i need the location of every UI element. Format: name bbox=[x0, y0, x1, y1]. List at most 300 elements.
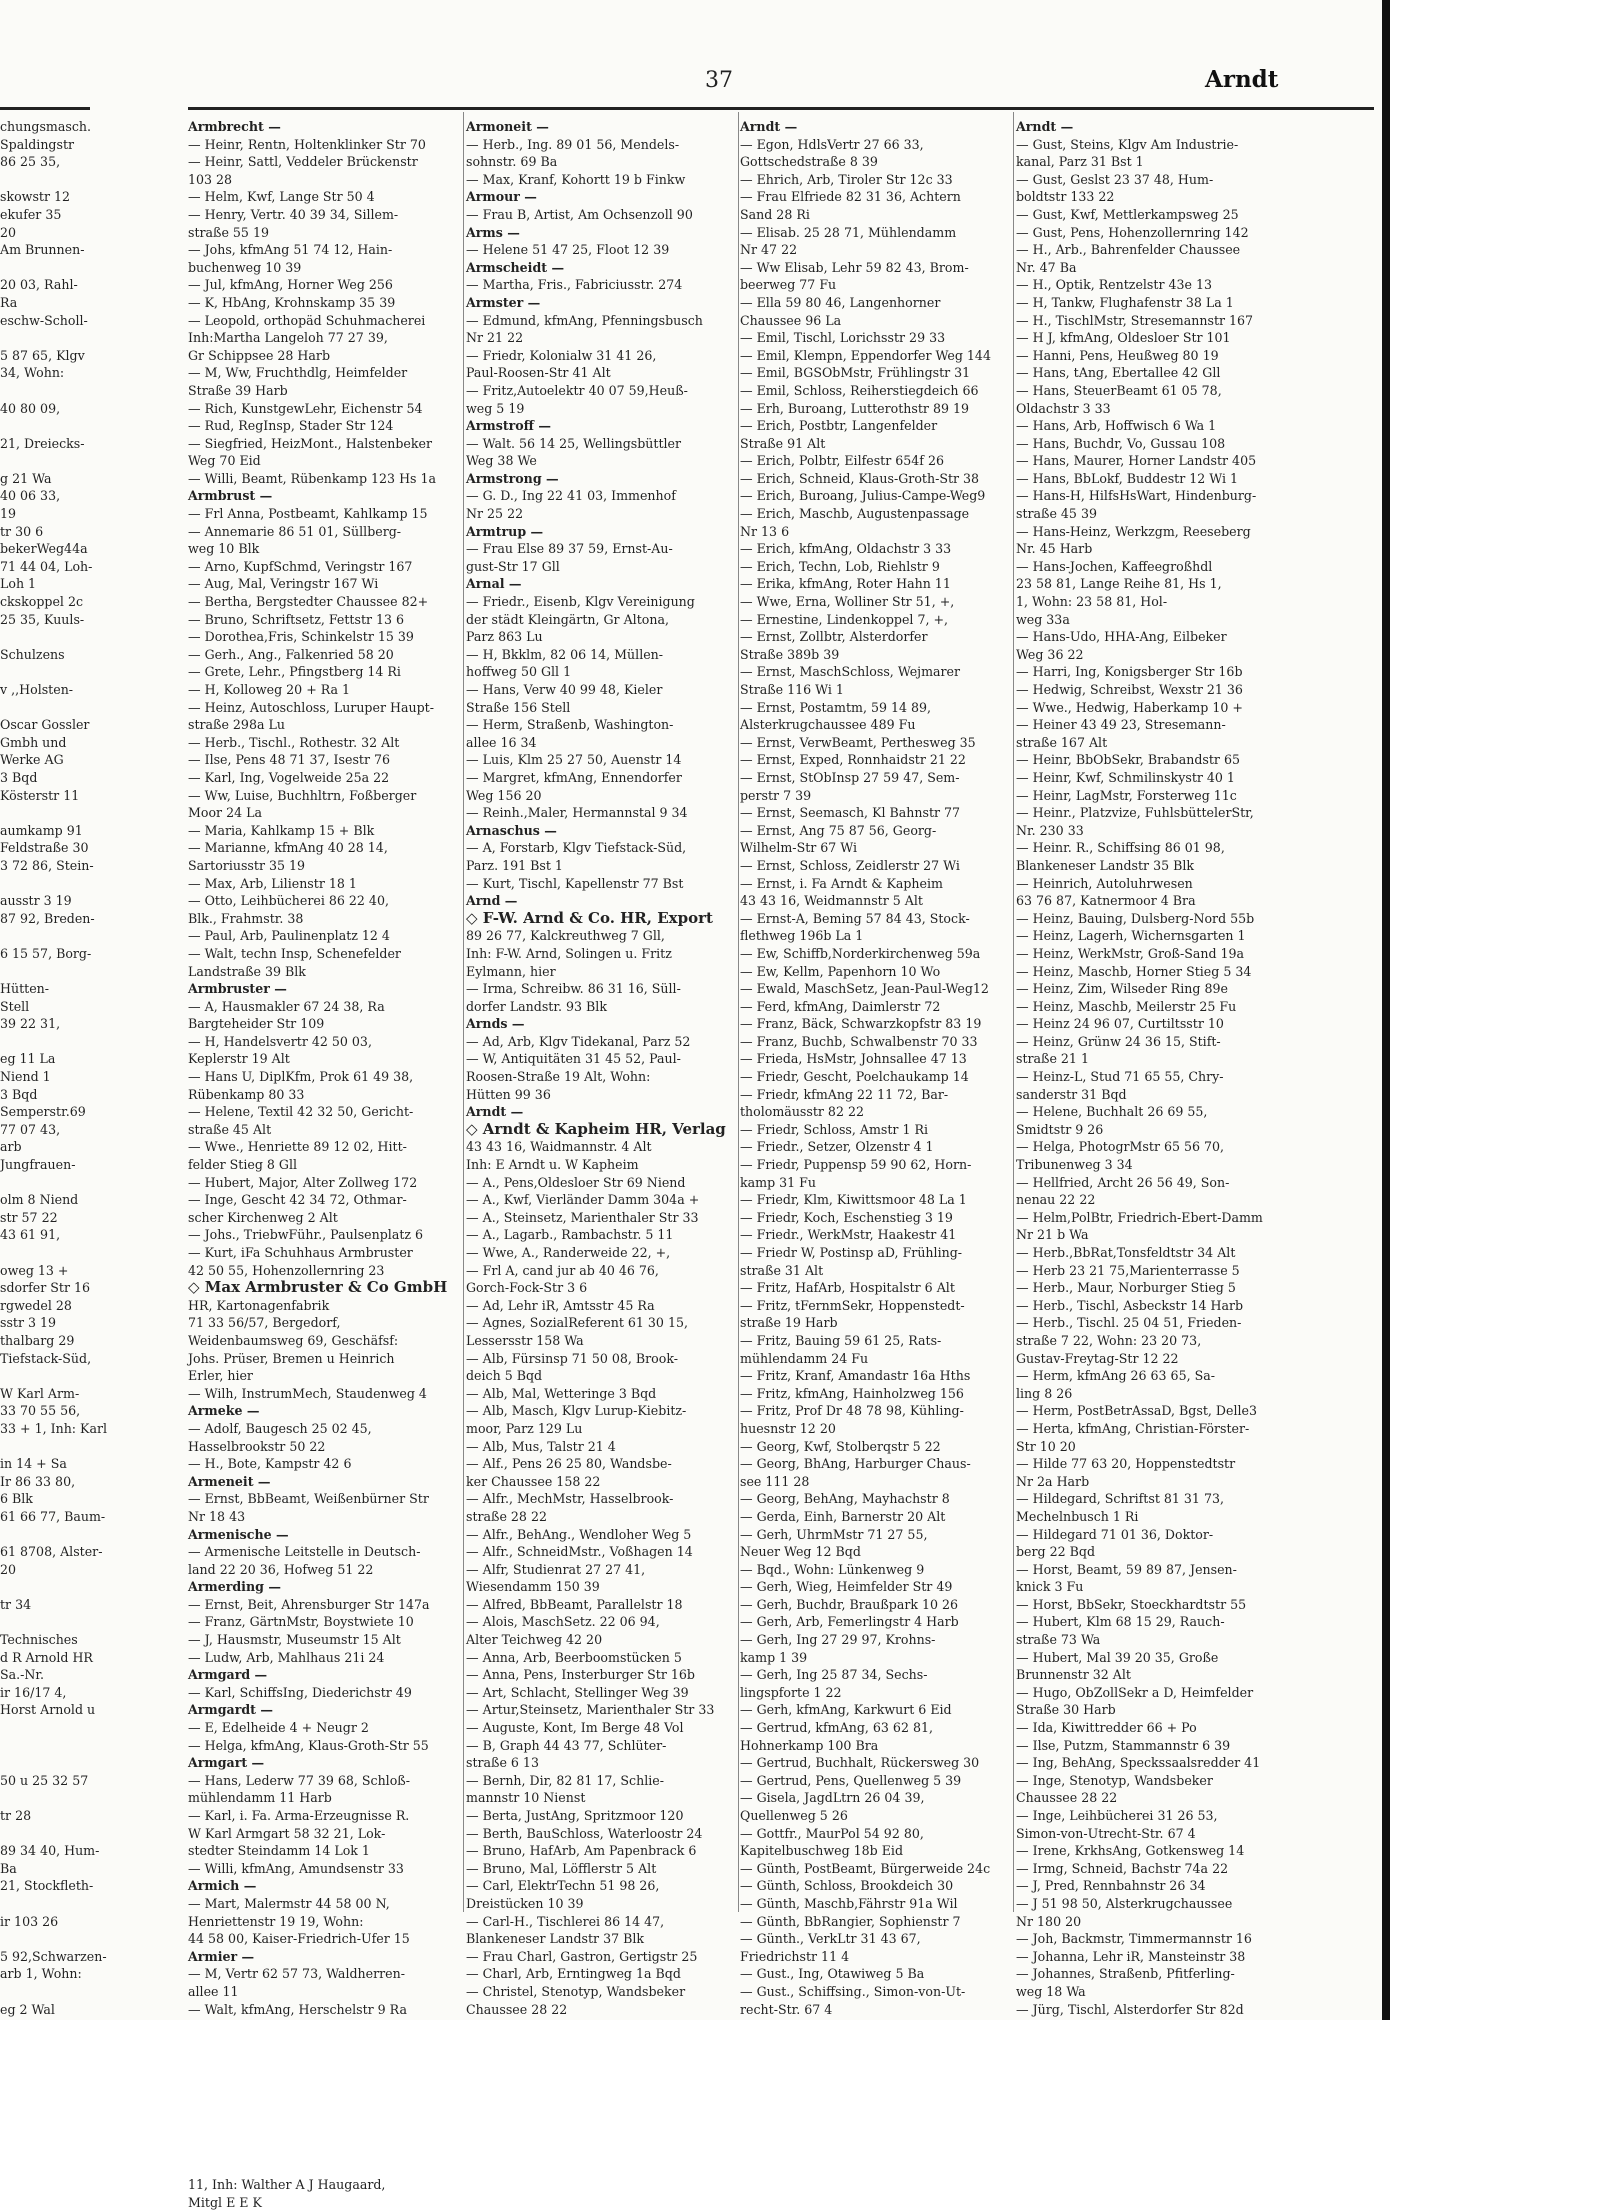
directory-entry-line: — Rich, KunstgewLehr, Eichenstr 54 bbox=[188, 400, 423, 416]
directory-entry-line: — Maria, Kahlkamp 15 + Blk bbox=[188, 822, 375, 838]
directory-entry-line: 20 bbox=[0, 1561, 17, 1577]
directory-entry-line: Am Brunnen- bbox=[0, 242, 85, 258]
directory-entry-line: weg 18 Wa bbox=[1016, 1983, 1086, 1999]
directory-entry-line: — Ww Elisab, Lehr 59 82 43, Brom- bbox=[740, 259, 969, 275]
directory-entry-line: 3 Bqd bbox=[0, 1086, 38, 1102]
directory-entry-line: — Henry, Vertr. 40 39 34, Sillem- bbox=[188, 206, 399, 222]
directory-entry-line: — Ernst, StObInsp 27 59 47, Sem- bbox=[740, 769, 960, 785]
directory-entry-line: — Hans-Heinz, Werkzgm, Reeseberg bbox=[1016, 523, 1251, 539]
directory-entry-line: ckskoppel 2c bbox=[0, 594, 84, 610]
directory-entry-line: — Heinrich, Autoluhrwesen bbox=[1016, 875, 1193, 891]
directory-entry-line: — A, Forstarb, Klgv Tiefstack-Süd, bbox=[466, 840, 687, 856]
directory-entry-line: — Karl, i. Fa. Arma-Erzeugnisse R. bbox=[188, 1808, 410, 1823]
directory-entry-line: Smidtstr 9 26 bbox=[1016, 1121, 1104, 1137]
left-header-rule bbox=[0, 107, 90, 110]
directory-entry-line: mühlendamm 24 Fu bbox=[740, 1350, 869, 1366]
directory-entry-line: — Erich, Maschb, Augustenpassage bbox=[740, 506, 970, 522]
directory-entry-line: Nr 180 20 bbox=[1016, 1913, 1082, 1929]
directory-entry-line: tr 28 bbox=[0, 1808, 32, 1823]
directory-entry-line: Brunnenstr 32 Alt bbox=[1016, 1667, 1131, 1683]
directory-entry-line: weg 10 Blk bbox=[188, 541, 260, 557]
directory-entry-line: — Fritz,Autoelektr 40 07 59,Heuß- bbox=[466, 382, 688, 398]
directory-entry-line: straße 31 Alt bbox=[740, 1262, 824, 1278]
directory-entry-line: — Edmund, kfmAng, Pfenningsbusch bbox=[466, 312, 703, 328]
directory-entry-line: mannstr 10 Nienst bbox=[466, 1790, 586, 1806]
directory-entry-line: — Ewald, MaschSetz, Jean-Paul-Weg12 bbox=[740, 981, 989, 997]
directory-entry-line: — Ew, Kellm, Papenhorn 10 Wo bbox=[740, 963, 941, 979]
directory-entry-line: — Frieda, HsMstr, Johnsallee 47 13 bbox=[740, 1051, 967, 1067]
directory-entry-line: — Herb., Maur, Norburger Stieg 5 bbox=[1016, 1280, 1236, 1296]
directory-entry-line: — Günth., VerkLtr 31 43 67, bbox=[740, 1931, 921, 1947]
blank-line bbox=[0, 1719, 90, 1737]
directory-entry-line: — Fritz, kfmAng, Hainholzweg 156 bbox=[740, 1385, 964, 1401]
directory-entry-line: — Herm, PostBetrAssaD, Bgst, Delle3 bbox=[1016, 1403, 1257, 1419]
directory-entry-line: — Ferd, kfmAng, Daimlerstr 72 bbox=[740, 998, 941, 1014]
directory-entry-line: — Herb., Tischl, Asbeckstr 14 Harb bbox=[1016, 1297, 1244, 1313]
directory-entry-line: — Joh, Backmstr, Timmermannstr 16 bbox=[1016, 1931, 1252, 1947]
directory-entry-line: straße 55 19 bbox=[188, 224, 269, 240]
directory-entry-line: — Reinh.,Maler, Hermannstal 9 34 bbox=[466, 805, 688, 821]
directory-entry-line: — Ella 59 80 46, Langenhorner bbox=[740, 294, 941, 310]
directory-entry-line: — H, Handelsvertr 42 50 03, bbox=[188, 1033, 372, 1049]
directory-entry-line: Straße 156 Stell bbox=[466, 699, 571, 715]
blank-line bbox=[0, 1930, 90, 1948]
page-edge-shadow bbox=[1382, 0, 1390, 2020]
directory-entry-line: — Horst, BbSekr, Stoeckhardtstr 55 bbox=[1016, 1596, 1247, 1612]
directory-entry-line: — Jul, kfmAng, Horner Weg 256 bbox=[188, 277, 393, 293]
directory-entry-line: eg 2 Wal bbox=[0, 2001, 55, 2017]
blank-line bbox=[0, 1367, 90, 1385]
directory-entry-line: Armbruster — bbox=[188, 981, 287, 997]
directory-entry-line: — Bruno, HafArb, Am Papenbrack 6 bbox=[466, 1843, 697, 1859]
directory-entry-line: Johs. Prüser, Bremen u Heinrich bbox=[188, 1350, 395, 1366]
directory-entry-line: — Gerh, Wieg, Heimfelder Str 49 bbox=[740, 1579, 953, 1595]
directory-entry-line: Wiesendamm 150 39 bbox=[466, 1579, 600, 1595]
directory-entry-line: — Inge, Stenotyp, Wandsbeker bbox=[1016, 1772, 1213, 1788]
directory-entry-line: — H., Arb., Bahrenfelder Chaussee bbox=[1016, 242, 1241, 258]
directory-entry-line: oweg 13 + bbox=[0, 1262, 69, 1278]
blank-line bbox=[0, 1613, 90, 1631]
directory-entry-line: 44 58 00, Kaiser-Friedrich-Ufer 15 bbox=[188, 1931, 410, 1947]
directory-entry-line: ker Chaussee 158 22 bbox=[466, 1473, 601, 1489]
directory-entry-line: Chaussee 96 La bbox=[740, 312, 842, 328]
blank-line bbox=[0, 417, 90, 435]
directory-entry-line: Straße 39 Harb bbox=[188, 382, 288, 398]
directory-entry-line: Nr. 47 Ba bbox=[1016, 259, 1077, 275]
directory-entry-line: arb bbox=[0, 1139, 22, 1155]
directory-entry-line: — Alb, Mus, Talstr 21 4 bbox=[466, 1438, 616, 1454]
blank-line bbox=[0, 1244, 90, 1262]
directory-entry-line: Str 10 20 bbox=[1016, 1438, 1076, 1454]
directory-entry-line: — Erich, Postbtr, Langenfelder bbox=[740, 418, 938, 434]
directory-entry-line: — H., Bote, Kampstr 42 6 bbox=[188, 1456, 352, 1472]
background-margin bbox=[0, 2020, 1600, 2177]
header-rule bbox=[188, 107, 1374, 110]
directory-entry-line: — H, Kolloweg 20 + Ra 1 bbox=[188, 682, 351, 697]
directory-entry-line: — Alb, Masch, Klgv Lurup-Kiebitz- bbox=[466, 1403, 687, 1419]
directory-entry-line: — Ernst, Postamtm, 59 14 89, bbox=[740, 699, 932, 715]
directory-entry-line: Arms — bbox=[466, 224, 520, 240]
directory-entry-line: — Inge, Leihbücherei 31 26 53, bbox=[1016, 1808, 1218, 1823]
directory-entry-line: 40 80 09, bbox=[0, 400, 61, 416]
directory-entry-line: — H, Bkklm, 82 06 14, Müllen- bbox=[466, 646, 664, 662]
directory-entry-line: Arnds — bbox=[466, 1016, 525, 1032]
directory-entry-line: — Friedr, Klm, Kiwittsmoor 48 La 1 bbox=[740, 1192, 967, 1208]
directory-entry-line: Armscheidt — bbox=[466, 259, 565, 275]
directory-entry-line: — Hans-Udo, HHA-Ang, Eilbeker bbox=[1016, 629, 1227, 645]
directory-entry-line: land 22 20 36, Hofweg 51 22 bbox=[188, 1561, 374, 1577]
directory-entry-line: Landstraße 39 Blk bbox=[188, 963, 306, 979]
directory-entry-line: — Helm,PolBtr, Friedrich-Ebert-Damm bbox=[1016, 1209, 1263, 1225]
directory-entry-line: — Dorothea,Fris, Schinkelstr 15 39 bbox=[188, 629, 414, 645]
directory-entry-line: 5 87 65, Klgv bbox=[0, 347, 85, 363]
directory-entry-line: — Fritz, Bauing 59 61 25, Rats- bbox=[740, 1332, 942, 1348]
directory-entry-line: Schulzens bbox=[0, 646, 65, 662]
directory-entry-line: der städt Kleingärtn, Gr Altona, bbox=[466, 611, 669, 627]
directory-entry-line: — Johs, kfmAng 51 74 12, Hain- bbox=[188, 242, 393, 258]
directory-entry-line: — Franz, GärtnMstr, Boystwiete 10 bbox=[188, 1614, 414, 1630]
directory-entry-line: — Artur,Steinsetz, Marienthaler Str 33 bbox=[466, 1702, 715, 1718]
directory-entry-line: weg 5 19 bbox=[466, 400, 525, 416]
directory-entry-line: — Erich, Buroang, Julius-Campe-Weg9 bbox=[740, 488, 986, 504]
directory-column-4 bbox=[1016, 118, 1296, 2176]
directory-entry-line: weg 33a bbox=[1016, 611, 1070, 627]
directory-entry-line: Armier — bbox=[188, 1948, 255, 1964]
directory-entry-line: tr 30 6 bbox=[0, 523, 44, 539]
directory-entry-line: — Bernh, Dir, 82 81 17, Schlie- bbox=[466, 1772, 664, 1788]
directory-entry-line: 40 06 33, bbox=[0, 488, 61, 504]
directory-entry-line: — Emil, BGSObMstr, Frühlingstr 31 bbox=[740, 365, 971, 381]
directory-entry-line: Nr 2a Harb bbox=[1016, 1473, 1090, 1489]
directory-entry-line: straße 73 Wa bbox=[1016, 1632, 1101, 1648]
directory-entry-line: Parz 863 Lu bbox=[466, 629, 543, 645]
directory-entry-line: Blankeneser Landstr 35 Blk bbox=[1016, 857, 1195, 873]
directory-entry-line: — Walt. 56 14 25, Wellingsbüttler bbox=[466, 435, 682, 451]
directory-entry-line: — Gust, Pens, Hohenzollernring 142 bbox=[1016, 224, 1249, 240]
directory-entry-line: straße 6 13 bbox=[466, 1755, 539, 1771]
directory-entry-line: — Otto, Leihbücherei 86 22 40, bbox=[188, 893, 389, 909]
directory-entry-line: — Willi, Beamt, Rübenkamp 123 Hs 1a bbox=[188, 470, 437, 486]
directory-entry-line: Armbrecht — bbox=[188, 119, 281, 134]
directory-entry-line: — Gerda, Einh, Barnerstr 20 Alt bbox=[740, 1508, 946, 1524]
directory-entry-line: Arnd — bbox=[466, 893, 518, 909]
directory-entry-line: Straße 389b 39 bbox=[740, 646, 840, 662]
directory-entry-line: eschw-Scholl- bbox=[0, 312, 88, 328]
directory-entry-line: — Frl A, cand jur ab 40 46 76, bbox=[466, 1262, 659, 1278]
directory-entry-line: Weg 70 Eid bbox=[188, 453, 261, 469]
directory-entry-line: Keplerstr 19 Alt bbox=[188, 1051, 290, 1067]
directory-entry-line: Werke AG bbox=[0, 752, 64, 768]
directory-entry-line: moor, Parz 129 Lu bbox=[466, 1420, 583, 1436]
directory-entry-line: — Erich, Polbtr, Eilfestr 654f 26 bbox=[740, 453, 944, 469]
directory-entry-line: 1, Wohn: 23 58 81, Hol- bbox=[1016, 594, 1168, 610]
directory-entry-line: — Frau Charl, Gastron, Gertigstr 25 bbox=[466, 1948, 698, 1964]
blank-line bbox=[0, 259, 90, 277]
directory-entry-line: — Karl, SchiffsIng, Diederichstr 49 bbox=[188, 1684, 412, 1700]
blank-line bbox=[0, 1895, 90, 1913]
directory-entry-line: — Jürg, Tischl, Alsterdorfer Str 82d bbox=[1016, 2001, 1244, 2017]
directory-entry-line: bekerWeg44a bbox=[0, 541, 88, 557]
blank-line bbox=[0, 1825, 90, 1843]
directory-entry-line: ◇ F-W. Arnd & Co. HR, Export bbox=[466, 908, 713, 927]
directory-entry-line: — Friedr., WerkMstr, Haakestr 41 bbox=[740, 1227, 957, 1243]
column-divider bbox=[463, 112, 464, 1912]
directory-entry-line: — Art, Schlacht, Stellinger Weg 39 bbox=[466, 1684, 689, 1700]
directory-entry-line: — Grete, Lehr., Pfingstberg 14 Ri bbox=[188, 664, 401, 680]
directory-entry-line: sanderstr 31 Bqd bbox=[1016, 1086, 1127, 1102]
directory-entry-line: — Emil, Schloss, Reiherstiegdeich 66 bbox=[740, 382, 979, 398]
directory-entry-line: — A., Steinsetz, Marienthaler Str 33 bbox=[466, 1209, 699, 1225]
directory-entry-line: — Erich, kfmAng, Oldachstr 3 33 bbox=[740, 541, 952, 557]
directory-entry-line: — Ernst, Zollbtr, Alsterdorfer bbox=[740, 629, 928, 645]
directory-entry-line: felder Stieg 8 Gll bbox=[188, 1157, 298, 1173]
directory-entry-line: 5 92,Schwarzen- bbox=[0, 1948, 107, 1964]
directory-entry-line: Blankeneser Landstr 37 Blk bbox=[466, 1931, 645, 1947]
directory-entry-line: — Heinz, Zim, Wilseder Ring 89e bbox=[1016, 981, 1228, 997]
blank-line bbox=[0, 699, 90, 717]
directory-entry-line: str 57 22 bbox=[0, 1209, 58, 1225]
directory-entry-line: Ir 86 33 80, bbox=[0, 1473, 76, 1489]
directory-entry-line: — Ilse, Putzm, Stammannstr 6 39 bbox=[1016, 1737, 1231, 1753]
directory-entry-line: — Wwe, A., Randerweide 22, +, bbox=[466, 1245, 671, 1260]
directory-entry-line: — Hans U, DiplKfm, Prok 61 49 38, bbox=[188, 1069, 414, 1085]
directory-entry-line: — Heinr, Sattl, Veddeler Brückenstr bbox=[188, 154, 418, 170]
directory-entry-line: — Ernst, Ang 75 87 56, Georg- bbox=[740, 822, 937, 838]
directory-entry-line: hoffweg 50 Gll 1 bbox=[466, 664, 572, 680]
directory-entry-line: Alsterkrugchaussee 489 Fu bbox=[740, 717, 916, 733]
running-head: Arndt bbox=[1205, 66, 1279, 93]
directory-entry-line: Quellenweg 5 26 bbox=[740, 1808, 848, 1823]
directory-entry-line: — Heinr, Kwf, Schmilinskystr 40 1 bbox=[1016, 769, 1235, 785]
blank-line bbox=[0, 1789, 90, 1807]
directory-entry-line: — Helm, Kwf, Lange Str 50 4 bbox=[188, 189, 375, 205]
directory-entry-line: 34, Wohn: bbox=[0, 365, 65, 381]
directory-entry-line: Erler, hier bbox=[188, 1368, 253, 1384]
directory-entry-line: — A., Pens,Oldesloer Str 69 Niend bbox=[466, 1174, 686, 1190]
directory-entry-line: — A., Lagarb., Rambachstr. 5 11 bbox=[466, 1227, 674, 1243]
directory-entry-line: — Paul, Arb, Paulinenplatz 12 4 bbox=[188, 928, 390, 944]
blank-line bbox=[0, 1578, 90, 1596]
directory-entry-line: Gr Schippsee 28 Harb bbox=[188, 347, 330, 363]
directory-entry-line: Gorch-Fock-Str 3 6 bbox=[466, 1280, 588, 1296]
directory-entry-line: lingspforte 1 22 bbox=[740, 1684, 842, 1700]
directory-entry-line: — Ernst, Exped, Ronnhaidstr 21 22 bbox=[740, 752, 966, 768]
directory-entry-line: v ,,Holsten- bbox=[0, 682, 74, 697]
directory-entry-line: Arnal — bbox=[466, 576, 522, 592]
directory-entry-line: 61 8708, Alster- bbox=[0, 1544, 103, 1560]
directory-entry-line: Oscar Gossler bbox=[0, 717, 90, 733]
directory-entry-line: — Irene, KrkhsAng, Gotkensweg 14 bbox=[1016, 1843, 1245, 1859]
directory-entry-line: — Berta, JustAng, Spritzmoor 120 bbox=[466, 1808, 684, 1823]
blank-line bbox=[0, 1737, 90, 1755]
directory-entry-line: — Günth, BbRangier, Sophienstr 7 bbox=[740, 1913, 961, 1929]
directory-entry-line: — Friedr, Schloss, Amstr 1 Ri bbox=[740, 1121, 928, 1137]
directory-entry-line: — Gust, Kwf, Mettlerkampsweg 25 bbox=[1016, 206, 1239, 222]
directory-entry-line: — Bruno, Mal, Löfflerstr 5 Alt bbox=[466, 1860, 657, 1876]
directory-entry-line: — Heinz, WerkMstr, Groß-Sand 19a bbox=[1016, 945, 1245, 961]
directory-entry-line: — Bertha, Bergstedter Chaussee 82+ bbox=[188, 594, 429, 610]
directory-entry-line: — Herb., Ing. 89 01 56, Mendels- bbox=[466, 136, 680, 152]
directory-entry-line: Roosen-Straße 19 Alt, Wohn: bbox=[466, 1069, 651, 1085]
directory-entry-line: — Hans, Arb, Hoffwisch 6 Wa 1 bbox=[1016, 418, 1217, 434]
directory-entry-line: — Hubert, Mal 39 20 35, Große bbox=[1016, 1649, 1219, 1665]
directory-entry-line: — Adolf, Baugesch 25 02 45, bbox=[188, 1420, 372, 1436]
directory-entry-line: Nr 18 43 bbox=[188, 1508, 246, 1524]
directory-entry-line: — Ernst, BbBeamt, Weißenbürner Str bbox=[188, 1491, 429, 1507]
directory-entry-line: 89 26 77, Kalckreuthweg 7 Gll, bbox=[466, 928, 665, 944]
directory-entry-line: — A., Kwf, Vierländer Damm 304a + bbox=[466, 1192, 700, 1208]
blank-line bbox=[0, 628, 90, 646]
directory-entry-line: — Helga, kfmAng, Klaus-Groth-Str 55 bbox=[188, 1737, 429, 1753]
blank-line bbox=[0, 452, 90, 470]
directory-entry-line: — Günth, Maschb,Fährstr 91a Wil bbox=[740, 1895, 958, 1911]
directory-entry-line: — Ernst, VerwBeamt, Perthesweg 35 bbox=[740, 734, 976, 750]
column-divider bbox=[738, 112, 739, 1912]
directory-entry-line: — Gerh, Ing 27 29 97, Krohns- bbox=[740, 1632, 936, 1648]
directory-entry-line: Straße 116 Wi 1 bbox=[740, 682, 844, 697]
directory-entry-line: Inh: F-W. Arnd, Solingen u. Fritz bbox=[466, 945, 672, 961]
directory-entry-line: Armeke — bbox=[188, 1403, 260, 1419]
directory-entry-line: — Ilse, Pens 48 71 37, Isestr 76 bbox=[188, 752, 391, 768]
directory-entry-line: in 14 + Sa bbox=[0, 1456, 67, 1472]
directory-entry-line: straße 167 Alt bbox=[1016, 734, 1108, 750]
directory-entry-line: — Helene 51 47 25, Floot 12 39 bbox=[466, 242, 670, 258]
directory-entry-line: straße 21 1 bbox=[1016, 1051, 1089, 1067]
blank-line bbox=[0, 1174, 90, 1192]
directory-entry-line: Armich — bbox=[188, 1878, 257, 1894]
directory-entry-line: — Alfr., SchneidMstr., Voßhagen 14 bbox=[466, 1544, 693, 1560]
directory-entry-line: — Hubert, Klm 68 15 29, Rauch- bbox=[1016, 1614, 1225, 1630]
directory-entry-line: ekufer 35 bbox=[0, 206, 62, 222]
blank-line bbox=[0, 663, 90, 681]
directory-entry-line: straße 45 39 bbox=[1016, 506, 1097, 522]
directory-entry-line: 43 43 16, Weidmannstr 5 Alt bbox=[740, 893, 923, 909]
directory-entry-line: ausstr 3 19 bbox=[0, 893, 72, 909]
directory-entry-line: — Hanni, Pens, Heußweg 80 19 bbox=[1016, 347, 1219, 363]
directory-entry-line: — Charl, Arb, Erntingweg 1a Bqd bbox=[466, 1966, 681, 1982]
directory-entry-line: — Ew, Schiffb,Norderkirchenweg 59a bbox=[740, 945, 981, 961]
directory-entry-line: — Anna, Pens, Insterburger Str 16b bbox=[466, 1667, 695, 1683]
directory-entry-line: scher Kirchenweg 2 Alt bbox=[188, 1209, 338, 1225]
directory-entry-line: — Herm, Straßenb, Washington- bbox=[466, 717, 674, 733]
directory-entry-line: Bargteheider Str 109 bbox=[188, 1016, 325, 1032]
directory-entry-line: — Anna, Arb, Beerboomstücken 5 bbox=[466, 1649, 682, 1665]
directory-entry-line: 77 07 43, bbox=[0, 1121, 61, 1137]
directory-entry-line: recht-Str. 67 4 bbox=[740, 2001, 833, 2017]
directory-entry-line: — Hans-H, HilfsHsWart, Hindenburg- bbox=[1016, 488, 1257, 504]
blank-line bbox=[0, 382, 90, 400]
directory-entry-line: knick 3 Fu bbox=[1016, 1579, 1084, 1595]
directory-entry-line: — Heinr, LagMstr, Forsterweg 11c bbox=[1016, 787, 1237, 803]
directory-entry-line: — Ad, Arb, Klgv Tidekanal, Parz 52 bbox=[466, 1033, 691, 1049]
directory-entry-line: — Hans, BbLokf, Buddestr 12 Wi 1 bbox=[1016, 470, 1239, 486]
directory-entry-line: Moor 24 La bbox=[188, 805, 262, 821]
directory-entry-line: Blk., Frahmstr. 38 bbox=[188, 910, 304, 926]
directory-entry-line: — Ernst, MaschSchloss, Wejmarer bbox=[740, 664, 961, 680]
directory-entry-line: — Hans-Jochen, Kaffeegroßhdl bbox=[1016, 558, 1213, 574]
directory-entry-line: — H., Optik, Rentzelstr 43e 13 bbox=[1016, 277, 1212, 293]
directory-entry-line: — Rud, RegInsp, Stader Str 124 bbox=[188, 418, 394, 434]
directory-entry-line: — Ludw, Arb, Mahlhaus 21i 24 bbox=[188, 1649, 385, 1665]
directory-entry-line: Nr 21 22 bbox=[466, 330, 524, 346]
directory-entry-line: — Hellfried, Archt 26 56 49, Son- bbox=[1016, 1174, 1230, 1190]
directory-entry-line: — Ernst-A, Beming 57 84 43, Stock- bbox=[740, 910, 970, 926]
directory-entry-line: — Hans, Verw 40 99 48, Kieler bbox=[466, 682, 663, 697]
directory-entry-line: allee 11 bbox=[188, 1983, 239, 1999]
directory-entry-line: Parz. 191 Bst 1 bbox=[466, 857, 563, 873]
directory-entry-line: Hütten 99 36 bbox=[466, 1086, 551, 1102]
directory-entry-line: Inh:Martha Langeloh 77 27 39, bbox=[188, 330, 388, 346]
directory-entry-line: Simon-von-Utrecht-Str. 67 4 bbox=[1016, 1825, 1196, 1841]
directory-entry-line: — Helene, Textil 42 32 50, Gericht- bbox=[188, 1104, 414, 1120]
directory-entry-line: Dreistücken 10 39 bbox=[466, 1895, 584, 1911]
directory-entry-line: — Ernst, Beit, Ahrensburger Str 147a bbox=[188, 1596, 430, 1612]
directory-entry-line: — Hans, Maurer, Horner Landstr 405 bbox=[1016, 453, 1257, 469]
directory-entry-line: — Kurt, iFa Schuhhaus Armbruster bbox=[188, 1245, 413, 1260]
directory-entry-line: — A, Hausmakler 67 24 38, Ra bbox=[188, 998, 385, 1014]
directory-entry-line: 86 25 35, bbox=[0, 154, 61, 170]
directory-entry-line: Arndt — bbox=[1016, 119, 1074, 134]
directory-entry-line: — Gerh., Ang., Falkenried 58 20 bbox=[188, 646, 394, 662]
directory-entry-line: — Frau Elfriede 82 31 36, Achtern bbox=[740, 189, 961, 205]
directory-entry-line: Nr 47 22 bbox=[740, 242, 798, 258]
directory-entry-line: — Gerh, Arb, Femerlingstr 4 Harb bbox=[740, 1614, 959, 1630]
directory-entry-line: — Max, Arb, Lilienstr 18 1 bbox=[188, 875, 357, 891]
directory-entry-line: — Gisela, JagdLtrn 26 04 39, bbox=[740, 1790, 925, 1806]
directory-entry-line: — Hubert, Major, Alter Zollweg 172 bbox=[188, 1174, 418, 1190]
directory-entry-line: — Heinr., Platzvize, FuhlsbüttelerStr, bbox=[1016, 805, 1254, 821]
directory-entry-line: — Helga, PhotogrMstr 65 56 70, bbox=[1016, 1139, 1225, 1155]
directory-entry-line: 11, Inh: Walther A J Haugaard, bbox=[188, 2177, 386, 2193]
directory-entry-line: 6 Blk bbox=[0, 1491, 33, 1507]
directory-entry-line: Tiefstack-Süd, bbox=[0, 1350, 92, 1366]
blank-line bbox=[0, 875, 90, 893]
directory-entry-line: Sa.-Nr. bbox=[0, 1667, 45, 1683]
directory-entry-line: — Frl Anna, Postbeamt, Kahlkamp 15 bbox=[188, 506, 428, 522]
directory-entry-line: 20 bbox=[0, 224, 17, 240]
directory-entry-line: buchenweg 10 39 bbox=[188, 259, 302, 275]
directory-entry-line: Niend 1 bbox=[0, 1069, 51, 1085]
directory-entry-line: Weg 156 20 bbox=[466, 787, 542, 803]
directory-entry-line: Lessersstr 158 Wa bbox=[466, 1332, 584, 1348]
directory-entry-line: g 21 Wa bbox=[0, 470, 52, 486]
directory-entry-line: — Erika, kfmAng, Roter Hahn 11 bbox=[740, 576, 951, 592]
directory-entry-line: Mechelnbusch 1 Ri bbox=[1016, 1508, 1139, 1524]
directory-entry-line: — Alfr., MechMstr, Hasselbrook- bbox=[466, 1491, 674, 1507]
directory-entry-line: straße 298a Lu bbox=[188, 717, 285, 733]
directory-entry-line: — Mart, Malermstr 44 58 00 N, bbox=[188, 1895, 390, 1911]
directory-entry-line: — Alf., Pens 26 25 80, Wandsbe- bbox=[466, 1456, 672, 1472]
directory-entry-line: — J, Pred, Rennbahnstr 26 34 bbox=[1016, 1878, 1206, 1894]
directory-entry-line: straße 45 Alt bbox=[188, 1121, 272, 1137]
directory-entry-line: — Herb., Tischl., Rothestr. 32 Alt bbox=[188, 734, 400, 750]
directory-entry-line: HR, Kartonagenfabrik bbox=[188, 1297, 330, 1313]
blank-line bbox=[0, 1754, 90, 1772]
directory-entry-line: — Herb 23 21 75,Marienterrasse 5 bbox=[1016, 1262, 1240, 1278]
directory-entry-line: Stell bbox=[0, 998, 30, 1014]
directory-entry-line: — Gust., Schiffsing., Simon-von-Ut- bbox=[740, 1983, 966, 1999]
directory-entry-line: — Ernst, i. Fa Arndt & Kapheim bbox=[740, 875, 943, 891]
directory-entry-line: — G. D., Ing 22 41 03, Immenhof bbox=[466, 488, 676, 504]
directory-entry-line: — Emil, Tischl, Lorichsstr 29 33 bbox=[740, 330, 946, 346]
directory-entry-line: — Friedr W, Postinsp aD, Frühling- bbox=[740, 1245, 963, 1260]
directory-entry-line: — Walt, techn Insp, Schenefelder bbox=[188, 945, 401, 961]
blank-line bbox=[0, 1526, 90, 1544]
directory-entry-line: — Georg, BehAng, Mayhachstr 8 bbox=[740, 1491, 950, 1507]
directory-entry-line: — Erh, Buroang, Lutterothstr 89 19 bbox=[740, 400, 970, 416]
directory-entry-line: — Ing, BehAng, Speckssaalsredder 41 bbox=[1016, 1755, 1261, 1771]
directory-entry-line: ir 103 26 bbox=[0, 1913, 59, 1929]
